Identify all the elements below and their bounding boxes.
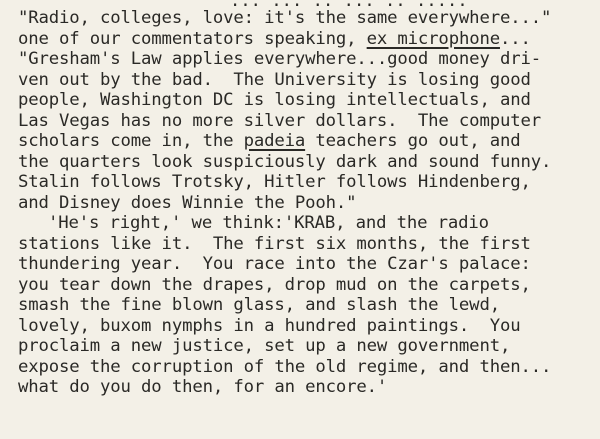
text-line <box>18 29 593 50</box>
text-segment: what do you do then, for an encore.' <box>18 377 388 397</box>
text-segment: expose the corruption of the old regime, and then... <box>18 356 552 377</box>
text-line <box>18 357 593 378</box>
text-block <box>18 8 593 398</box>
text-line <box>18 90 593 111</box>
paragraph-1 <box>18 8 593 213</box>
cut-off-top-line: ... ... .. ... .. ..... <box>230 0 468 11</box>
text-line <box>18 213 593 234</box>
text-segment: proclaim a new justice, set up a new government, <box>18 336 511 356</box>
text-segment: thundering year. You race into the Czar's palace: <box>18 254 531 274</box>
text-line <box>18 275 593 296</box>
text-line <box>18 70 593 91</box>
text-segment: people, Washington DC is losing intellectuals, and <box>18 90 531 110</box>
text-line <box>18 377 593 398</box>
text-segment: lovely, buxom nymphs in a hundred paintings. You <box>18 315 521 336</box>
text-line <box>18 8 593 29</box>
text-segment: smash the fine blown glass, and slash the lewd, <box>18 295 500 315</box>
text-line <box>18 234 593 255</box>
text-line <box>18 131 593 152</box>
text-line <box>18 316 593 337</box>
text-segment: Stalin follows Trotsky, Hitler follows Hindenberg, <box>18 172 531 192</box>
text-segment: one of our commentators speaking, <box>18 28 367 49</box>
text-line <box>18 336 593 357</box>
text-segment: "Radio, colleges, love: it's the same everywhere..." <box>18 8 552 28</box>
text-line <box>18 49 593 70</box>
text-segment: stations like it. The first six months, the first <box>18 233 531 254</box>
text-line <box>18 193 593 214</box>
text-line <box>18 295 593 316</box>
text-line <box>18 152 593 173</box>
text-line <box>18 172 593 193</box>
text-segment: you tear down the drapes, drop mud on the carpets, <box>18 274 531 295</box>
text-segment: "Gresham's Law applies everywhere...good money dri- <box>18 49 541 69</box>
paragraph-2 <box>18 213 593 398</box>
text-segment: Las Vegas has no more silver dollars. The computer <box>18 110 541 131</box>
underlined-text: padeia <box>243 131 306 151</box>
text-segment: 'He's right,' we think:'KRAB, and the radio <box>48 213 489 233</box>
text-line <box>18 254 593 275</box>
text-segment: the quarters look suspiciously dark and sound funny. <box>18 151 552 172</box>
text-segment: scholars come in, the <box>18 131 244 151</box>
text-line <box>18 111 593 132</box>
text-segment: ... <box>499 28 531 49</box>
text-segment: ven out by the bad. The University is losing good <box>18 69 531 90</box>
text-segment: and Disney does Winnie the Pooh." <box>18 192 357 213</box>
underlined-text: ex microphone <box>366 28 500 49</box>
text-segment: teachers go out, and <box>305 131 521 151</box>
